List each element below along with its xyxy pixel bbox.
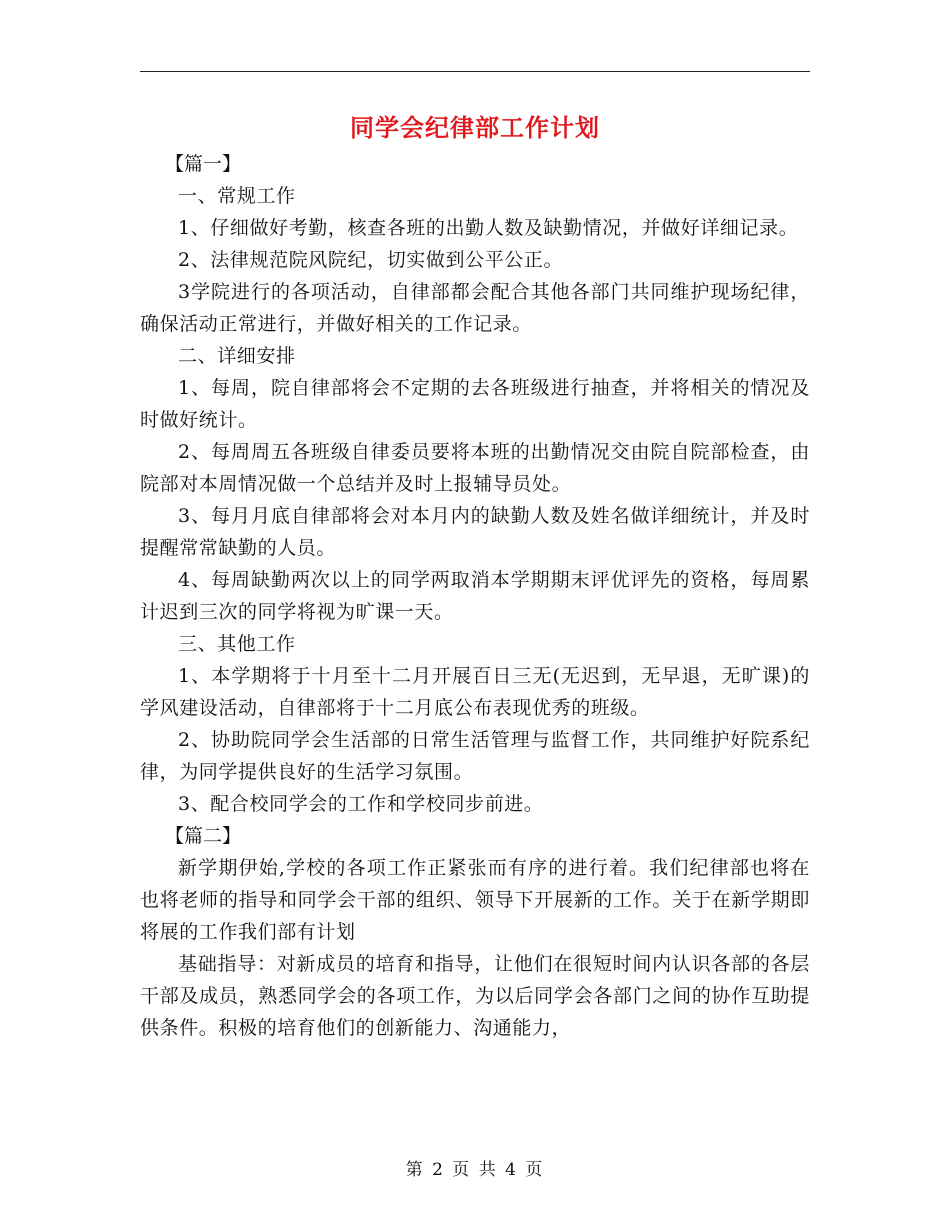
paragraph: 3、配合校同学会的工作和学校同步前进。 xyxy=(178,793,544,815)
paragraph: 2、每周周五各班级自律委员要将本班的出勤情况交由院自院部检查，由院部对本周情况做一个总结并及时上报辅导员处。 xyxy=(140,441,810,495)
section-heading: 【篇一】 xyxy=(165,153,242,175)
paragraph: 新学期伊始,学校的各项工作正紧张而有序的进行着。我们纪律部也将在也将老师的指导和同学会干部的组织、领导下开展新的工作。关于在新学期即将展的工作我们部有计划 xyxy=(140,857,810,943)
paragraph: 3学院进行的各项活动，自律部都会配合其他各部门共同维护现场纪律，确保活动正常进行，并做好相关的工作记录。 xyxy=(140,281,810,335)
paragraph: 2、协助院同学会生活部的日常生活管理与监督工作，共同维护好院系纪律，为同学提供良好的生活学习氛围。 xyxy=(140,729,810,783)
header-rule xyxy=(140,71,810,72)
paragraph: 1、每周，院自律部将会不定期的去各班级进行抽查，并将相关的情况及时做好统计。 xyxy=(140,377,810,431)
section-heading: 【篇二】 xyxy=(165,825,242,847)
paragraph: 3、每月月底自律部将会对本月内的缺勤人数及姓名做详细统计，并及时提醒常常缺勤的人员。 xyxy=(140,505,810,559)
paragraph: 1、本学期将于十月至十二月开展百日三无(无迟到，无早退，无旷课)的学风建设活动，自律部将于十二月底公布表现优秀的班级。 xyxy=(140,665,810,719)
paragraph: 1、仔细做好考勤，核查各班的出勤人数及缺勤情况，并做好详细记录。 xyxy=(178,217,799,239)
paragraph: 三、其他工作 xyxy=(178,633,296,655)
paragraph: 2、法律规范院风院纪，切实做到公平公正。 xyxy=(178,249,564,271)
document-title: 同学会纪律部工作计划 xyxy=(350,114,600,142)
paragraph: 4、每周缺勤两次以上的同学两取消本学期期末评优评先的资格，每周累计迟到三次的同学将视为旷课一天。 xyxy=(140,569,810,623)
page-footer: 第 2 页 共 4 页 xyxy=(405,1160,545,1180)
document-body xyxy=(140,148,810,1044)
paragraph: 基础指导：对新成员的培育和指导，让他们在很短时间内认识各部的各层干部及成员，熟悉同学会的各项工作，为以后同学会各部门之间的协作互助提供条件。积极的培育他们的创新能力、沟通能力， xyxy=(140,953,810,1039)
paragraph: 二、详细安排 xyxy=(178,345,296,367)
paragraph: 一、常规工作 xyxy=(178,185,296,207)
